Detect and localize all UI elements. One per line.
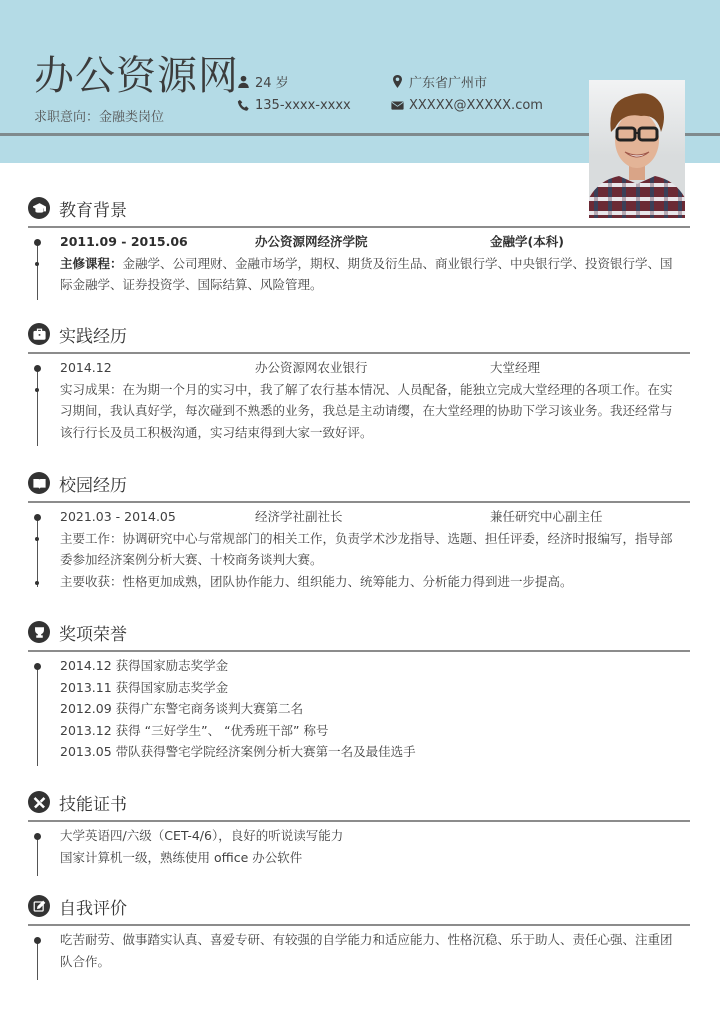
self-evaluation-line: 队合作。: [60, 953, 111, 969]
timeline-line: [37, 938, 38, 980]
award-item: 2013.12 获得 “三好学生”、 “优秀班干部” 称号: [60, 722, 329, 738]
timeline-line: [37, 240, 38, 300]
courses-line-1: [60, 253, 690, 275]
email-info: [391, 98, 543, 113]
practice-line: 习期间，我认真好学，每次碰到不熟悉的业务，我总是主动请缨，在大堂经理的协助下学习该业务。我还经常与: [60, 403, 673, 418]
phone-icon: [237, 99, 250, 112]
email-value: XXXXX@XXXXX.com: [409, 98, 543, 113]
education-major: 金融学(本科): [490, 234, 564, 249]
timeline-line: [37, 664, 38, 766]
education-school: 办公资源网经济学院: [255, 234, 368, 249]
education-period: 2011.09 - 2015.06: [60, 234, 188, 249]
practice-line: 实习成果：在为期一个月的实习中，我了解了农行基本情况、人员配备，能独立完成大堂经理的各项工作。在实: [60, 381, 673, 397]
age-value: 24 岁: [255, 76, 289, 91]
section-title: 技能证书: [59, 794, 127, 815]
timeline-dot: [34, 239, 41, 246]
award-icon: [28, 621, 50, 643]
practice-role: 大堂经理: [490, 360, 541, 375]
timeline-dot: [34, 663, 41, 670]
courses-text: 金融学、公司理财、金融市场学，期权、期货及衍生品、商业银行学、中央银行学、投资银行学、国: [122, 255, 673, 271]
campus-role: 兼任研究中心副主任: [490, 509, 603, 524]
timeline-dot: [34, 833, 41, 840]
skill-item: 国家计算机一级，熟练使用 office 办公软件: [60, 849, 303, 865]
timeline-dot: [34, 365, 41, 372]
job-intent-label: 求职意向：: [34, 110, 100, 125]
edit-icon: [28, 895, 50, 917]
location-value: 广东省广州市: [409, 76, 488, 91]
section-title: 校园经历: [59, 475, 127, 496]
campus-line: 主要收获：性格更加成熟，团队协作能力、组织能力、统筹能力、分析能力得到进一步提高。: [60, 573, 573, 589]
job-intent: [34, 106, 164, 125]
self-evaluation-line: 吃苦耐劳、做事踏实认真、喜爱专研、有较强的自学能力和适应能力、性格沉稳、乐于助人、责任心强、注重团: [60, 932, 673, 947]
timeline-dot-small: [35, 581, 39, 585]
person-icon: [237, 75, 250, 88]
award-item: 2014.12 获得国家励志奖学金: [60, 658, 229, 673]
campus-org: 经济学社副社长: [255, 509, 343, 524]
practice-org: 办公资源网农业银行: [255, 360, 368, 375]
section-title: 自我评价: [59, 898, 127, 919]
section-campus: [28, 470, 690, 592]
map-pin-icon: [391, 75, 404, 88]
section-awards: [28, 619, 690, 763]
tools-icon: [28, 791, 50, 813]
envelope-icon: [391, 99, 404, 112]
practice-entry: [60, 357, 690, 379]
courses-label: 主修课程：: [60, 255, 123, 271]
campus-entry: [60, 506, 690, 528]
section-title: 实践经历: [59, 326, 127, 347]
section-title: 教育背景: [59, 200, 127, 221]
section-skills: [28, 789, 690, 868]
practice-date: 2014.12: [60, 360, 112, 375]
age-info: [237, 72, 289, 91]
courses-line-2: 际金融学、证券投资学、国际结算、风险管理。: [60, 277, 323, 292]
education-entry: [60, 231, 690, 253]
timeline-line: [37, 515, 38, 587]
campus-line: 主要工作：协调研究中心与常规部门的相关工作，负责学术沙龙指导、选题、担任评委，经济时报编写，指导部: [60, 530, 673, 546]
timeline-dot-small: [35, 262, 39, 266]
award-item: 2012.09 获得广东警宅商务谈判大赛第二名: [60, 701, 304, 716]
section-education: [28, 195, 690, 296]
timeline-dot-small: [35, 537, 39, 541]
section-self-evaluation: [28, 893, 690, 972]
section-title: 奖项荣誉: [59, 624, 127, 645]
phone-info: [237, 98, 351, 113]
section-practice: [28, 321, 690, 443]
job-intent-value: 金融类岗位: [99, 110, 165, 125]
candidate-name: 办公资源网: [34, 53, 239, 99]
briefcase-icon: [28, 323, 50, 345]
campus-line: 委参加经济案例分析大赛、十校商务谈判大赛。: [60, 552, 323, 567]
campus-period: 2021.03 - 2014.05: [60, 509, 176, 524]
practice-line: 该行行长及员工积极沟通，实习结束得到大家一致好评。: [60, 424, 373, 440]
timeline-line: [37, 366, 38, 446]
award-item: 2013.05 带队获得警宅学院经济案例分析大赛第一名及最佳选手: [60, 744, 416, 759]
graduation-cap-icon: [28, 197, 50, 219]
phone-value: 135-xxxx-xxxx: [255, 98, 351, 113]
timeline-line: [37, 834, 38, 876]
timeline-dot: [34, 514, 41, 521]
skill-item: 大学英语四/六级（CET-4/6），良好的听说读写能力: [60, 828, 344, 843]
timeline-dot: [34, 937, 41, 944]
timeline-dot-small: [35, 388, 39, 392]
book-icon: [28, 472, 50, 494]
award-item: 2013.11 获得国家励志奖学金: [60, 679, 229, 695]
location-info: [391, 72, 487, 91]
